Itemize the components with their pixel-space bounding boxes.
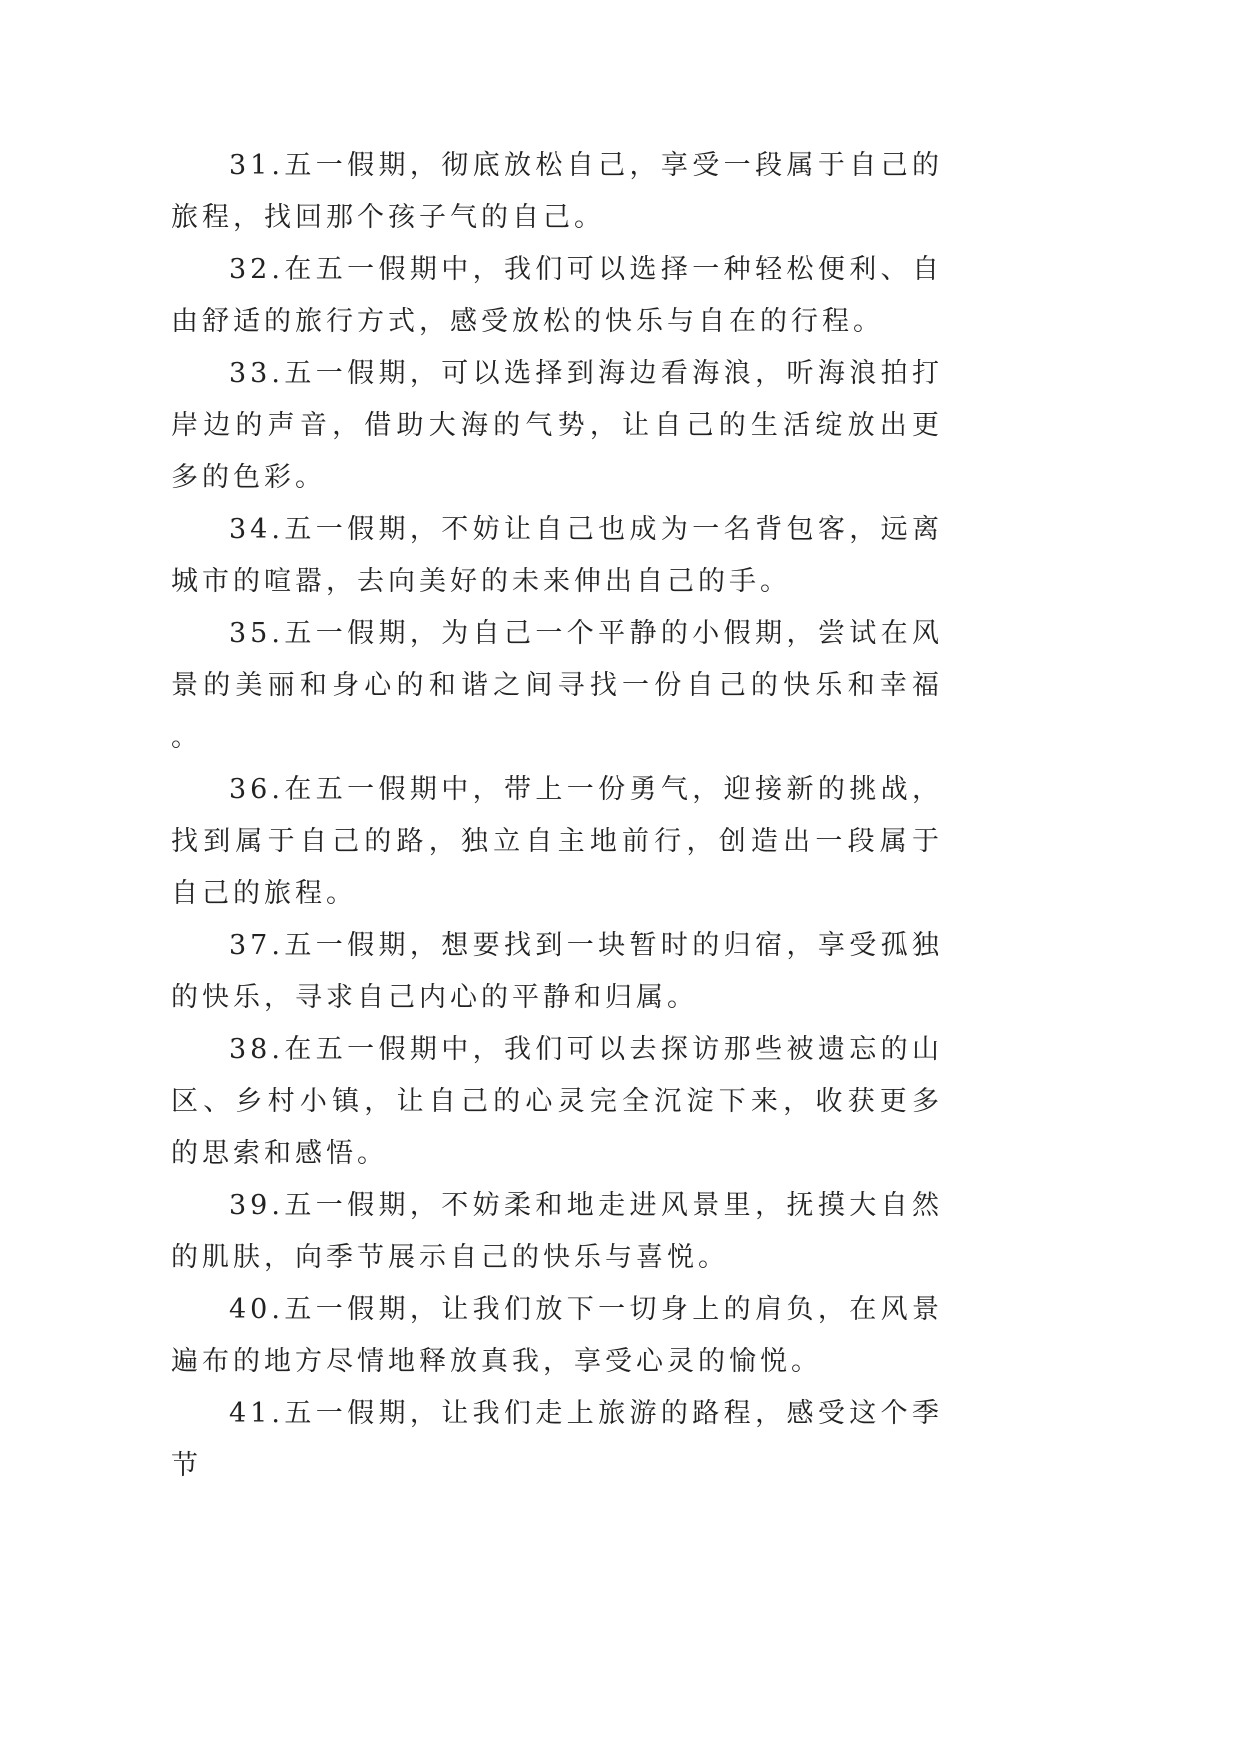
paragraph-36: 36.在五一假期中，带上一份勇气，迎接新的挑战，找到属于自己的路，独立自主地前行，创造出一段属于自己的旅程。	[171, 774, 943, 909]
paragraph-33: 33.五一假期，可以选择到海边看海浪，听海浪拍打岸边的声音，借助大海的气势，让自己的生活绽放出更多的色彩。	[171, 358, 943, 493]
paragraph-32: 32.在五一假期中，我们可以选择一种轻松便利、自由舒适的旅行方式，感受放松的快乐与自在的行程。	[171, 254, 943, 337]
paragraph-39: 39.五一假期，不妨柔和地走进风景里，抚摸大自然的肌肤，向季节展示自己的快乐与喜悦。	[171, 1190, 943, 1273]
document-body	[171, 140, 943, 1492]
paragraph-35: 35.五一假期，为自己一个平静的小假期，尝试在风景的美丽和身心的和谐之间寻找一份自己的快乐和幸福。	[171, 618, 943, 753]
paragraph-34: 34.五一假期，不妨让自己也成为一名背包客，远离城市的喧嚣，去向美好的未来伸出自己的手。	[171, 514, 943, 597]
paragraph-38: 38.在五一假期中，我们可以去探访那些被遗忘的山区、乡村小镇，让自己的心灵完全沉淀下来，收获更多的思索和感悟。	[171, 1034, 943, 1169]
paragraph-40: 40.五一假期，让我们放下一切身上的肩负，在风景遍布的地方尽情地释放真我，享受心灵的愉悦。	[171, 1294, 943, 1377]
paragraph-41: 41.五一假期，让我们走上旅游的路程，感受这个季节	[171, 1398, 943, 1481]
paragraph-37: 37.五一假期，想要找到一块暂时的归宿，享受孤独的快乐，寻求自己内心的平静和归属。	[171, 930, 943, 1013]
paragraph-31: 31.五一假期，彻底放松自己，享受一段属于自己的旅程，找回那个孩子气的自己。	[171, 150, 943, 233]
